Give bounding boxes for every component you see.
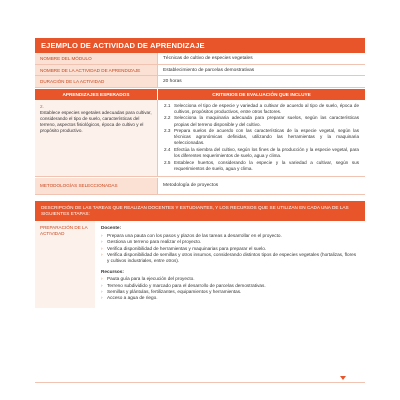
info-value: 20 horas <box>157 76 365 87</box>
docente-item: Verifica disponibilidad de herramientas y maquinarias para preparar el suelo. <box>107 245 267 251</box>
activity-sheet <box>35 38 365 308</box>
info-label: NOMBRE DE LA ACTIVIDAD DE APRENDIZAJE <box>35 65 157 76</box>
info-label: NOMBRE DEL MÓDULO <box>35 53 157 64</box>
activity-banner: EJEMPLO DE ACTIVIDAD DE APRENDIZAJE <box>35 38 365 53</box>
recurso-item: Acceso a agua de riego. <box>107 295 158 301</box>
header-criterios: CRITERIOS DE EVALUACIÓN QUE INCLUYE <box>157 89 365 100</box>
bullet-icon: › <box>101 232 103 238</box>
metodologias-value: Metodología de proyectos <box>157 178 365 194</box>
docente-item: Gestiona un terreno para realizar el proyecto. <box>107 239 202 245</box>
bullet-icon: › <box>101 288 103 294</box>
metodologias-label: METODOLOGÍAS SELECCIONADAS <box>35 178 157 194</box>
criterio-text: Efectúa la siembra del cultivo, según los fines de la producción y la especie vegetal, para los diferentes requerimientos de suelo, agua y clima. <box>174 146 359 159</box>
preparacion-label: PREPARACIÓN DE LA ACTIVIDAD <box>40 225 88 237</box>
descripcion-banner: DESCRIPCIÓN DE LAS TAREAS QUE REALIZAN DOCENTES Y ESTUDIANTES, Y LOS RECURSOS QUE SE UTILIZAN EN CADA UNA DE LAS SIGUIENTES ETAPAS: <box>35 201 365 221</box>
criterio-number: 2.5 <box>164 159 171 165</box>
info-label: DURACIÓN DE LA ACTIVIDAD <box>35 76 157 87</box>
bullet-icon: › <box>101 239 103 245</box>
docente-item: Verifica disponibilidad de semillas y otros insumos, considerando distintos tipos de especies vegetales (hortalizas, flores y cultivos industriales, entre otros). <box>107 251 357 264</box>
aprendizaje-number: 2. <box>40 103 44 109</box>
criterio-item <box>164 147 359 159</box>
info-row-actividad <box>35 65 365 77</box>
bullet-icon: › <box>101 245 103 251</box>
criterio-number: 2.1 <box>164 102 171 108</box>
recurso-item: Semillas y plántulas, fertilizantes, equipamientos y herramientas. <box>107 288 242 294</box>
info-table <box>35 53 365 88</box>
criterio-text: Selecciona la maquinaria adecuada para preparar suelos, según las características propias del terreno disponible y del cultivo. <box>174 115 359 127</box>
preparacion-body <box>95 221 365 307</box>
criterio-text: Prepara suelos de acuerdo con las características de la especie vegetal, según las técnicas agronómicas definidas, utilizando las herramientas y la maquinaria seleccionadas. <box>174 128 359 146</box>
header-aprendizajes: APRENDIZAJES ESPERADOS <box>35 89 157 100</box>
info-row-modulo <box>35 53 365 65</box>
metodologias-row <box>35 178 365 195</box>
criterio-text: Establece huertos, considerando la especie y la variedad a cultivar, según sus requerimientos de suelo, agua y clima. <box>174 159 359 171</box>
list-item <box>101 295 359 301</box>
criterio-item <box>164 128 359 146</box>
preparacion-row <box>35 221 365 307</box>
criterio-item <box>164 103 359 115</box>
recurso-item: Pauta guía para la ejecución del proyecto. <box>107 276 195 282</box>
criterio-number: 2.3 <box>164 128 171 134</box>
bullet-icon: › <box>101 276 103 282</box>
docente-title: Docente: <box>101 225 122 231</box>
criterio-item <box>164 115 359 127</box>
list-item <box>101 252 359 265</box>
info-row-duracion <box>35 76 365 88</box>
aprendizaje-esperado <box>35 100 157 177</box>
learning-criteria-row <box>35 100 365 178</box>
column-headers <box>35 89 365 100</box>
info-value: Técnicas de cultivo de especies vegetales <box>157 53 365 64</box>
bullet-icon: › <box>101 282 103 288</box>
recursos-title: Recursos: <box>101 268 124 274</box>
info-value: Establecimiento de parcelas demostrativas <box>157 65 365 76</box>
page-divider <box>35 382 365 383</box>
criterios-list <box>157 100 365 177</box>
aprendizaje-text: Establece especies vegetales adecuadas para cultivar, considerando el tipo de suelo, características del terreno, aspectos fisiológicos, época de cultivo y el propósito productivo. <box>40 109 152 133</box>
continue-arrow-icon <box>340 376 346 380</box>
criterio-number: 2.2 <box>164 115 171 121</box>
criterio-item <box>164 160 359 172</box>
bullet-icon: › <box>101 251 103 257</box>
docente-item: Prepara una pauta con los pasos y plazos de las tareas a desarrollar en el proyecto. <box>107 232 282 238</box>
criterio-text: Selecciona el tipo de especie y variedad a cultivar de acuerdo al tipo de suelo, época de cultivos, propósitos productivos, entre otros factores. <box>174 102 359 114</box>
bullet-icon: › <box>101 295 103 301</box>
criterio-number: 2.4 <box>164 146 171 152</box>
recurso-item: Terreno subdividido y marcado para el desarrollo de parcelas demostrativas. <box>107 282 266 288</box>
